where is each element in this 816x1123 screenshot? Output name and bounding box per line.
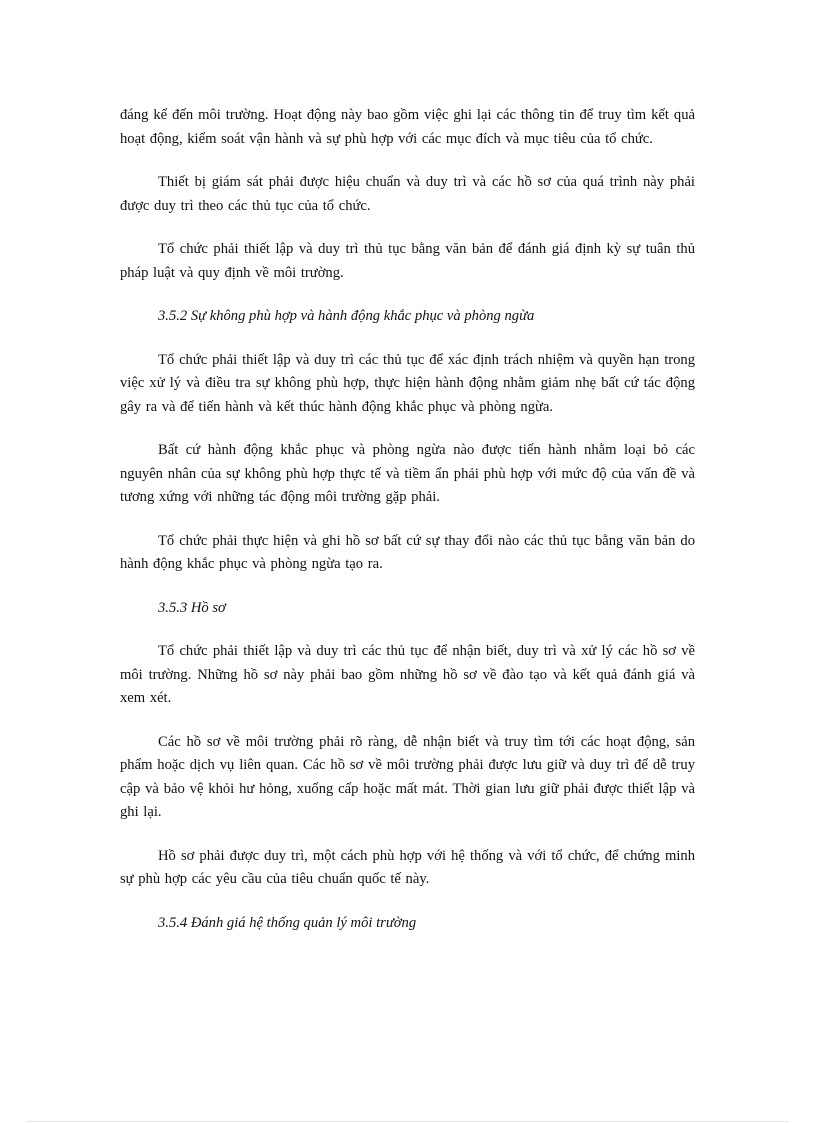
paragraph-records-legibility: Các hồ sơ về môi trường phải rõ ràng, dễ nhận biết và truy tìm tới các hoạt động, sản phẩm hoặc dịch vụ liên quan. Các hồ sơ về môi trường phải được lưu giữ và duy trì để dễ truy cập và bảo vệ khỏi hư hỏng, xuống cấp hoặc mất mát. Thời gian lưu giữ phải được thiết lập và ghi lại. (120, 733, 695, 820)
paragraph-calibration: Thiết bị giám sát phải được hiệu chuẩn và duy trì và các hồ sơ của quá trình này phải được duy trì theo các thủ tục của tổ chức. (120, 174, 695, 214)
document-page (120, 104, 695, 955)
paragraph-corrective-actions: Bất cứ hành động khắc phục và phòng ngừa nào được tiến hành nhằm loại bỏ các nguyên nhân của sự không phù hợp thực tế và tiềm ẩn phải phù hợp với mức độ của vấn đề và tương xứng với những tác động môi trường gặp phải. (120, 442, 695, 505)
paragraph-nonconformity-procedures: Tổ chức phải thiết lập và duy trì các thủ tục để xác định trách nhiệm và quyền hạn trong việc xử lý và điều tra sự không phù hợp, thực hiện hành động nhằm giảm nhẹ bất cứ tác động gây ra và để tiến hành và kết thúc hành động khắc phục và phòng ngừa. (120, 351, 695, 415)
paragraph-monitoring-records: đáng kể đến môi trường. Hoạt động này bao gồm việc ghi lại các thông tin để truy tìm kết quả hoạt động, kiểm soát vận hành và sự phù hợp với các mục đích và mục tiêu của tổ chức. (120, 107, 695, 147)
paragraph-records-maintenance: Hồ sơ phải được duy trì, một cách phù hợp với hệ thống và với tổ chức, để chứng minh sự phù hợp các yêu cầu của tiêu chuẩn quốc tế này. (120, 847, 695, 887)
section-heading-3-5-2: 3.5.2 Sự không phù hợp và hành động khắc phục và phòng ngừa (158, 308, 535, 324)
paragraph-procedure-changes: Tổ chức phải thực hiện và ghi hồ sơ bất cứ sự thay đổi nào các thủ tục bằng văn bản do hành động khắc phục và phòng ngừa tạo ra. (120, 532, 695, 572)
section-heading-3-5-3: 3.5.3 Hồ sơ (158, 599, 226, 616)
paragraph-compliance-evaluation: Tổ chức phải thiết lập và duy trì thủ tục bằng văn bản để đánh giá định kỳ sự tuân thủ pháp luật và quy định về môi trường. (120, 241, 695, 281)
page-bottom-rule (28, 1121, 788, 1122)
paragraph-records-procedures: Tổ chức phải thiết lập và duy trì các thủ tục để nhận biết, duy trì và xử lý các hồ sơ về môi trường. Những hồ sơ này phải bao gồm những hồ sơ về đào tạo và kết quả đánh giá và xem xét. (120, 643, 695, 706)
section-heading-3-5-4: 3.5.4 Đánh giá hệ thống quản lý môi trường (158, 914, 417, 931)
